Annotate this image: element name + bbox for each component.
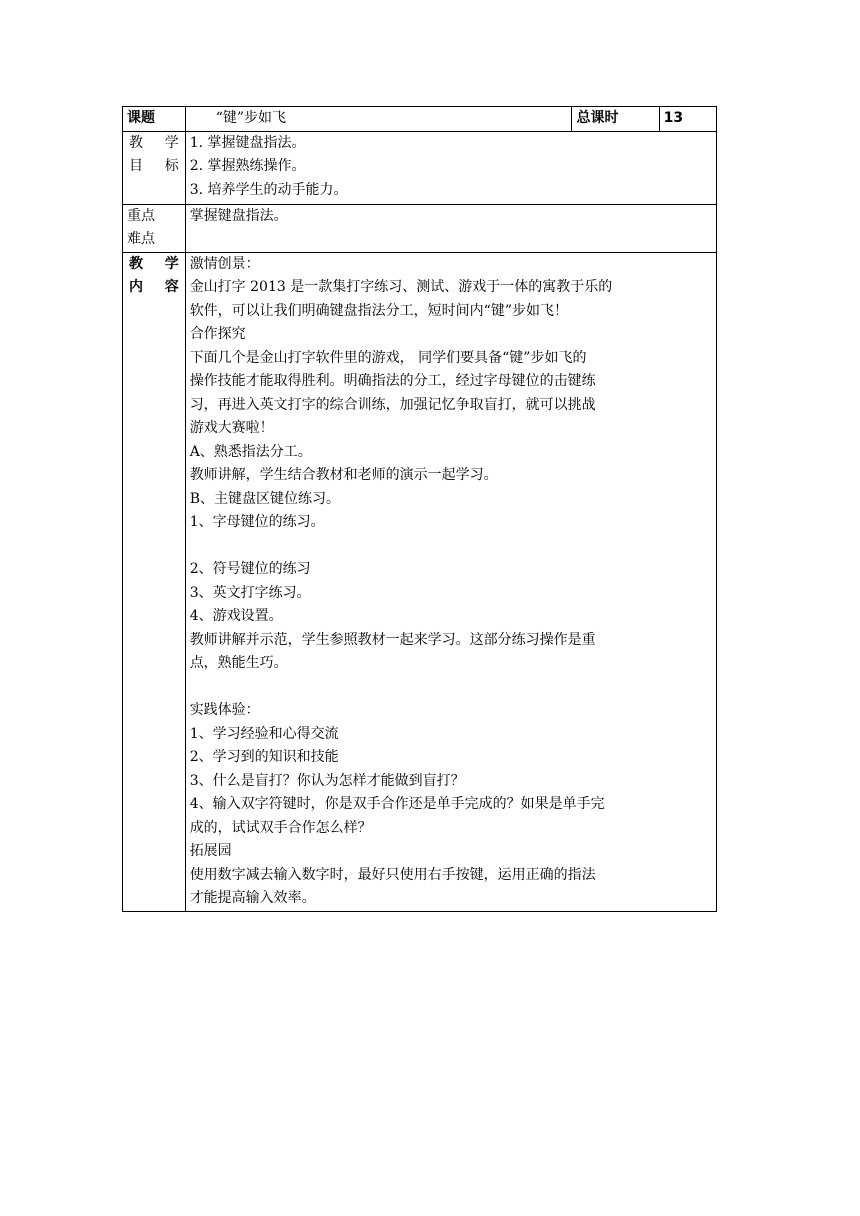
total-hours-label: 总课时 xyxy=(572,107,659,132)
content-line: 合作探究 xyxy=(189,326,246,342)
content-line: 教师讲解，学生结合教材和老师的演示一起学习。 xyxy=(189,467,498,483)
content-line: 1、字母键位的练习。 xyxy=(189,514,325,530)
content-line: 1、学习经验和心得交流 xyxy=(189,725,339,742)
content-line: 操作技能才能取得胜利。明确指法的分工，经过字母键位的击键练 xyxy=(189,373,596,389)
content-line: 习，再进入英文打字的综合训练，加强记忆争取盲打，就可以挑战 xyxy=(189,396,596,413)
key-points-label: 重点 难点 xyxy=(123,204,186,252)
content-line: 3、英文打字练习。 xyxy=(189,584,311,601)
total-hours-value: 13 xyxy=(659,107,716,132)
content-line: 使用数字减去输入数字时，最好只使用右手按键，运用正确的指法 xyxy=(189,866,596,883)
content-label-line1: 教 学 xyxy=(129,255,179,272)
content-line: 才能提高输入效率。 xyxy=(189,890,316,906)
content-line: 点，熟能生巧。 xyxy=(189,655,288,671)
blank-line xyxy=(190,535,712,559)
content-line: A、熟悉指法分工。 xyxy=(189,443,312,460)
content-line: 2、符号键位的练习 xyxy=(189,561,311,577)
goal-item: 1. 掌握键盘指法。 xyxy=(189,134,306,151)
lesson-plan-table xyxy=(122,106,717,912)
content-line: 3、什么是盲打？你认为怎样才能做到盲打？ xyxy=(189,772,465,789)
topic-label: 课题 xyxy=(123,107,186,132)
goal-item: 2. 掌握熟练操作。 xyxy=(189,158,306,174)
blank-line xyxy=(190,676,712,700)
content-label-line2: 内 容 xyxy=(129,279,179,295)
header-row xyxy=(123,107,717,132)
goals-row xyxy=(123,131,717,204)
goals-label-line1: 教 学 xyxy=(129,134,179,151)
goals-label-line2: 目 标 xyxy=(129,158,179,174)
content-line: 成的，试试双手合作怎么样？ xyxy=(189,819,372,836)
content-line: 激情创景： xyxy=(189,255,260,272)
content-line: 拓展园 xyxy=(189,843,232,859)
content-line: 下面几个是金山打字软件里的游戏， 同学们要具备“键”步如飞的 xyxy=(189,349,587,366)
key-points-row xyxy=(123,204,717,252)
content-line: 金山打字 2013 是一款集打字练习、测试、游戏于一体的寓教于乐的 xyxy=(189,279,613,295)
topic-title: “键”步如飞 xyxy=(215,110,287,126)
content-line: 游戏大赛啦！ xyxy=(189,420,274,436)
content-body xyxy=(185,252,716,911)
content-label xyxy=(123,252,186,911)
content-line: 2、学习到的知识和技能 xyxy=(189,749,339,765)
content-row xyxy=(123,252,717,911)
key-points-value: 掌握键盘指法。 xyxy=(185,204,716,252)
goals-label xyxy=(123,131,186,204)
content-line: 4、游戏设置。 xyxy=(189,608,283,624)
content-line: 实践体验： xyxy=(189,702,260,718)
content-line: 教师讲解并示范，学生参照教材一起来学习。这部分练习操作是重 xyxy=(189,631,596,648)
goals-content xyxy=(185,131,716,204)
content-line: 4、输入双字符键时，你是双手合作还是单手完成的？如果是单手完 xyxy=(189,796,605,812)
content-line: B、主键盘区键位练习。 xyxy=(189,490,340,507)
content-line: 软件，可以让我们明确键盘指法分工，短时间内“键”步如飞！ xyxy=(189,302,569,319)
topic-value xyxy=(185,107,572,132)
goal-item: 3. 培养学生的动手能力。 xyxy=(189,181,348,198)
